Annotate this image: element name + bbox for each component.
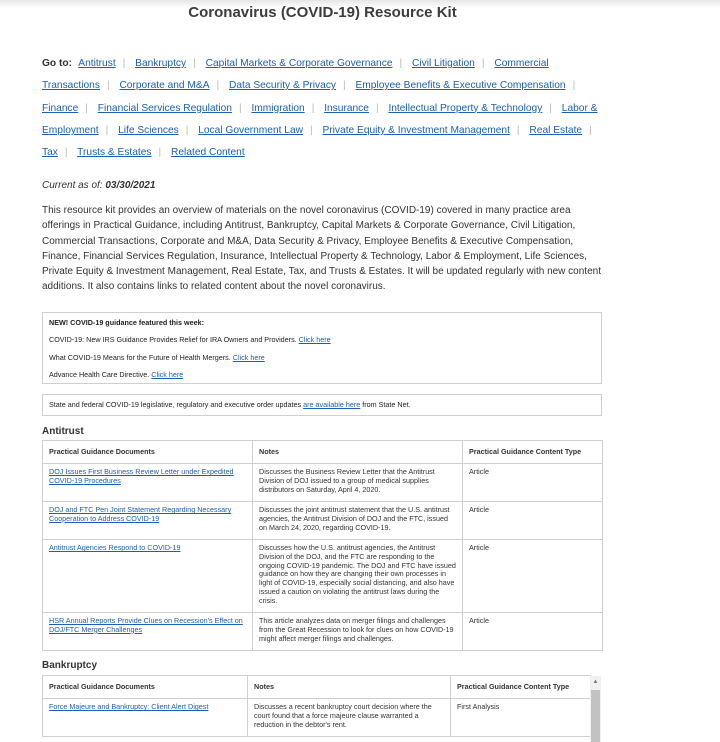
doc-cell <box>43 502 253 540</box>
goto-link-tax[interactable]: Tax <box>42 147 58 159</box>
table-header-row <box>43 441 603 464</box>
goto-link-related-content[interactable]: Related Content <box>171 147 245 159</box>
table-row <box>43 613 603 651</box>
table-header-row <box>43 676 591 699</box>
intro-paragraph: This resource kit provides an overview of materials on the novel coronavirus (COVID-19) covered in many practice area offerings in Practical Guidance, including Antitrust, Bankruptcy, Capital Markets & Corporate Governance, Civil Litigation, Commercial Transactions, Corporate and M&A, Data Security & Privacy, Employee Benefits & Executive Compensation, Finance, Financial Services Regulation, Insurance, Intellectual Property & Technology, Labor & Employment, Life Sciences, Private Equity & Investment Management, Real Estate, Tax, and Trusts & Estates. It will be updated regularly with new content additions. It also contains links to related content about the novel coronavirus. <box>42 205 601 293</box>
antitrust-table <box>42 440 603 651</box>
goto-link-bankruptcy[interactable]: Bankruptcy <box>135 58 187 69</box>
goto-link-labor-employment[interactable]: Labor & Employment <box>42 102 598 136</box>
doc-link[interactable]: DOJ and FTC Pen Joint Statement Regarding Necessary Cooperation to Address COVID-19 <box>49 505 232 523</box>
statenet-source: from State Net. <box>362 400 411 409</box>
featured-item-text: COVID-19: New IRS Guidance Provides Relief for IRA Owners and Providers. <box>49 335 297 345</box>
goto-link-immigration[interactable]: Immigration <box>251 102 305 114</box>
notes-cell: Discusses the joint antitrust statement that the U.S. antitrust agencies, the Antitrust Division of DOJ and the FTC, issued on March 24, 2020, regarding COVID-19. <box>253 502 463 540</box>
current-as-of <box>42 180 155 191</box>
page-title: Coronavirus (COVID-19) Resource Kit <box>188 4 457 21</box>
doc-cell <box>43 464 253 502</box>
section-title-bankruptcy: Bankruptcy <box>42 660 98 671</box>
goto-label: Go to: <box>42 58 72 69</box>
featured-heading: NEW! COVID-19 guidance featured this week: <box>49 318 204 327</box>
doc-link[interactable]: HSR Annual Reports Provide Clues on Recession's Effect on DOJ/FTC Merger Challenges <box>49 616 243 634</box>
goto-link-trusts-estates[interactable]: Trusts & Estates <box>77 147 152 159</box>
doc-cell <box>43 540 253 613</box>
column-header-content-type: Practical Guidance Content Type <box>451 676 591 699</box>
goto-link-ip-technology[interactable]: Intellectual Property & Technology <box>388 102 543 114</box>
goto-link-real-estate[interactable]: Real Estate <box>529 124 583 136</box>
column-header-notes: Notes <box>248 676 451 699</box>
goto-link-life-sciences[interactable]: Life Sciences <box>118 124 179 136</box>
table-row <box>43 502 603 540</box>
section-title-antitrust: Antitrust <box>42 426 84 437</box>
notes-cell: Discusses a recent bankruptcy court decision where the court found that a force majeure clause warranted a reduction in the debtor's rent. <box>248 699 451 737</box>
goto-link-commercial-transactions[interactable]: Commercial Transactions <box>42 58 549 92</box>
goto-link-capital-markets[interactable]: Capital Markets & Corporate Governance <box>205 58 393 69</box>
featured-item-link[interactable]: Click here <box>232 352 265 362</box>
featured-item-link[interactable]: Click here <box>151 369 184 379</box>
current-date: 03/30/2021 <box>105 180 156 191</box>
type-cell: First Analysis <box>451 699 591 737</box>
table-row <box>43 699 591 737</box>
doc-link[interactable]: Force Majeure and Bankruptcy: Client Alert Digest <box>49 702 209 711</box>
goto-link-private-equity[interactable]: Private Equity & Investment Management <box>322 124 510 136</box>
scroll-up-arrow-icon[interactable]: ▲ <box>592 679 599 685</box>
doc-cell <box>43 699 248 737</box>
type-cell: Article <box>463 540 603 613</box>
goto-link-employee-benefits[interactable]: Employee Benefits & Executive Compensation <box>355 80 566 92</box>
statenet-link[interactable]: are available here <box>303 400 361 409</box>
column-header-notes: Notes <box>253 441 463 464</box>
type-cell: Article <box>463 502 603 540</box>
goto-link-finance[interactable]: Finance <box>42 102 79 114</box>
table-row <box>43 540 603 613</box>
featured-item <box>49 352 595 369</box>
column-header-documents: Practical Guidance Documents <box>43 441 253 464</box>
featured-item-text: Advance Health Care Directive. <box>49 369 150 379</box>
scrollbar-thumb[interactable] <box>591 690 600 742</box>
featured-box <box>42 312 602 384</box>
doc-link[interactable]: DOJ Issues First Business Review Letter under Expedited COVID-19 Procedures <box>49 467 234 485</box>
goto-link-financial-services[interactable]: Financial Services Regulation <box>97 102 232 114</box>
featured-item <box>49 334 595 351</box>
column-header-content-type: Practical Guidance Content Type <box>463 441 603 464</box>
statenet-box <box>42 394 602 416</box>
notes-cell: Discusses the Business Review Letter that the Antitrust Division of DOJ issued to a group of medical supplies distributors on Saturday, April 4, 2020. <box>253 464 463 502</box>
type-cell: Article <box>463 464 603 502</box>
current-label: Current as of: <box>42 180 103 191</box>
featured-item <box>49 369 595 386</box>
featured-item-text: What COVID-19 Means for the Future of Health Mergers. <box>49 352 231 362</box>
goto-nav: Go to: Antitrust | Bankruptcy | Capital Markets & Corporate Governance | Civil Litigation | Commercial Transactions | Corporate and M&A | Data Security & Privacy | Employee Benefits & Executive Compensation | Finance | Financial Services Regulation | Immigration | Insurance | Intellectual Property & Technology | Labor & Employment | Life Sciences | Local Government Law | Private Equity & Investment Management | Real Estate | Tax | Trusts & Estates | Related Content <box>42 58 598 159</box>
goto-link-insurance[interactable]: Insurance <box>324 102 369 114</box>
notes-cell: Discusses how the U.S. antitrust agencies, the Antitrust Division of the DOJ, and the FTC are responding to the ongoing COVID-19 pandemic. The DOJ and FTC have issued guidance on how they are changing their own processes in light of COVID-19, especially social distancing, and also have issued a caution on violating the antitrust laws during the crisis. <box>253 540 463 613</box>
goto-link-local-government[interactable]: Local Government Law <box>198 124 303 136</box>
type-cell: Article <box>463 613 603 651</box>
notes-cell: This article analyzes data on merger filings and challenges from the Great Recession to look for clues on how COVID-19 might affect merger filings and challenges. <box>253 613 463 651</box>
statenet-text: State and federal COVID-19 legislative, regulatory and executive order updates <box>49 400 302 409</box>
featured-item-link[interactable]: Click here <box>298 335 331 345</box>
goto-link-antitrust[interactable]: Antitrust <box>78 58 116 69</box>
bankruptcy-table <box>42 675 591 737</box>
doc-link[interactable]: Antitrust Agencies Respond to COVID-19 <box>49 543 181 552</box>
goto-link-civil-litigation[interactable]: Civil Litigation <box>411 58 475 69</box>
doc-cell <box>43 613 253 651</box>
column-header-documents: Practical Guidance Documents <box>43 676 248 699</box>
table-scrollbar[interactable] <box>590 676 601 742</box>
goto-link-corporate-ma[interactable]: Corporate and M&A <box>119 80 210 92</box>
table-row <box>43 464 603 502</box>
goto-link-data-security[interactable]: Data Security & Privacy <box>229 80 337 92</box>
